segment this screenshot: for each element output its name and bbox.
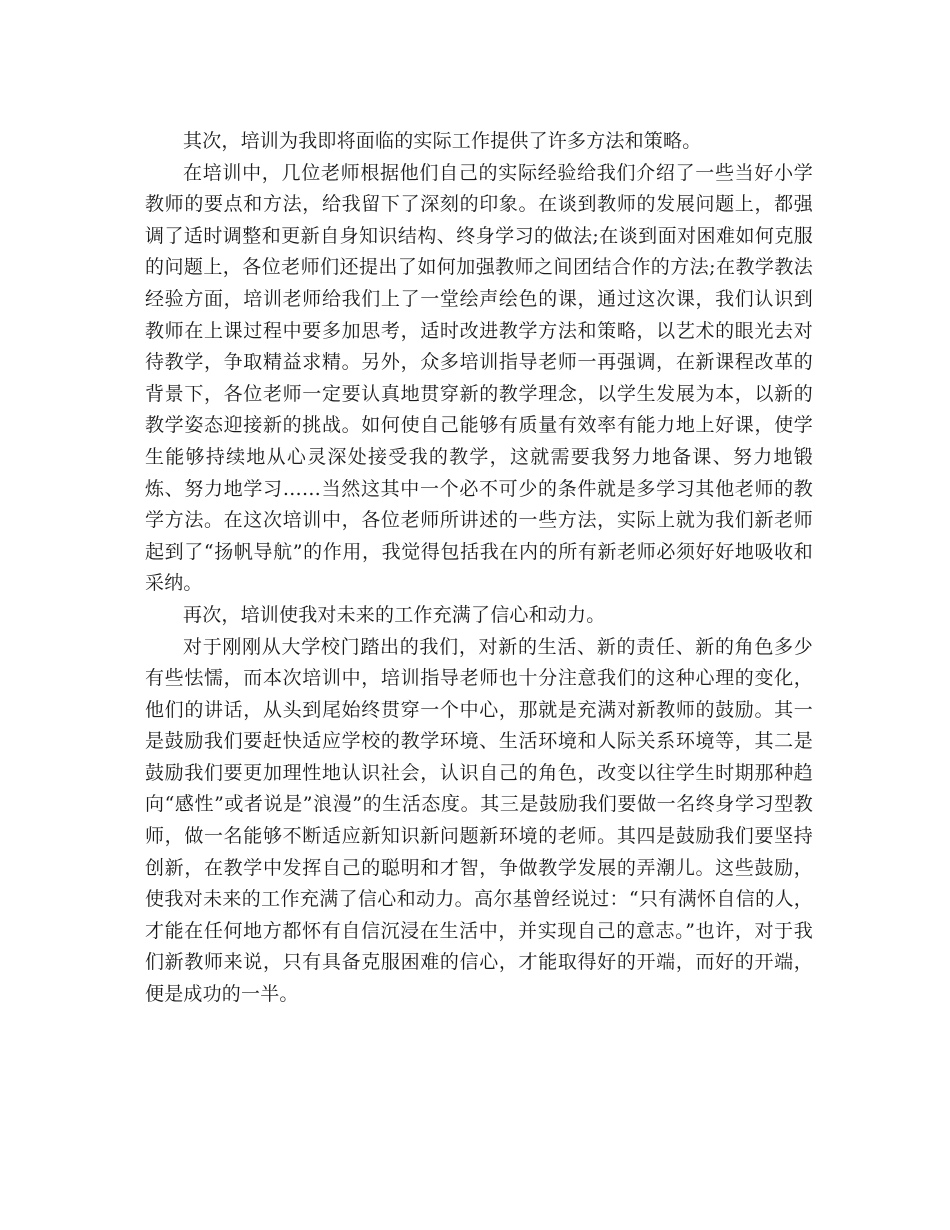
paragraph-heading-third-point: 再次，培训使我对未来的工作充满了信心和动力。 bbox=[183, 603, 606, 626]
paragraph-confidence-motivation: 对于刚刚从大学校门踏出的我们，对新的生活、新的责任、新的角色多少有些怯懦，而本次培训中，培训指导老师也十分注意我们的这种心理的变化，他们的讲话，从头到尾始终贯穿一个中心，那就是充满对新教师的鼓励。其一是鼓励我们要赶快适应学校的教学环境、生活环境和人际关系环境等，其二是鼓励我们要更加理性地认识社会，认识自己的角色，改变以往学生时期那种趋向“感性”或者说是”浪漫”的生活态度。其三是鼓励我们要做一名终身学习型教师，做一名能够不断适应新知识新问题新环境的老师。其四是鼓励我们要坚持创新，在教学中发挥自己的聪明和才智，争做教学发展的弄潮儿。这些鼓励，使我对未来的工作充满了信心和动力。高尔基曾经说过：“只有满怀自信的人，才能在任何地方都怀有自信沉浸在生活中，并实现自己的意志。”也许，对于我们新教师来说，只有具备克服困难的信心，才能取得好的开端，而好的开端，便是成功的一半。 bbox=[145, 635, 813, 1006]
document-body bbox=[145, 126, 813, 1011]
paragraph-training-methods: 在培训中，几位老师根据他们自己的实际经验给我们介绍了一些当好小学教师的要点和方法，给我留下了深刻的印象。在谈到教师的发展问题上，都强调了适时调整和更新自身知识结构、终身学习的做法;在谈到面对困难如何克服的问题上，各位老师们还提出了如何加强教师之间团结合作的方法;在教学教法经验方面，培训老师给我们上了一堂绘声绘色的课，通过这次课，我们认识到教师在上课过程中要多加思考，适时改进教学方法和策略，以艺术的眼光去对待教学，争取精益求精。另外，众多培训指导老师一再强调，在新课程改革的背景下，各位老师一定要认真地贯穿新的教学理念，以学生发展为本，以新的教学姿态迎接新的挑战。如何使自己能够有质量有效率有能力地上好课，使学生能够持续地从心灵深处接受我的教学，这就需要我努力地备课、努力地锻炼、努力地学习……当然这其中一个必不可少的条件就是多学习其他老师的教学方法。在这次培训中，各位老师所讲述的一些方法，实际上就为我们新老师起到了“扬帆导航”的作用，我觉得包括我在内的所有新老师必须好好地吸收和采纳。 bbox=[145, 161, 813, 595]
paragraph-heading-second-point: 其次，培训为我即将面临的实际工作提供了许多方法和策略。 bbox=[183, 130, 702, 152]
